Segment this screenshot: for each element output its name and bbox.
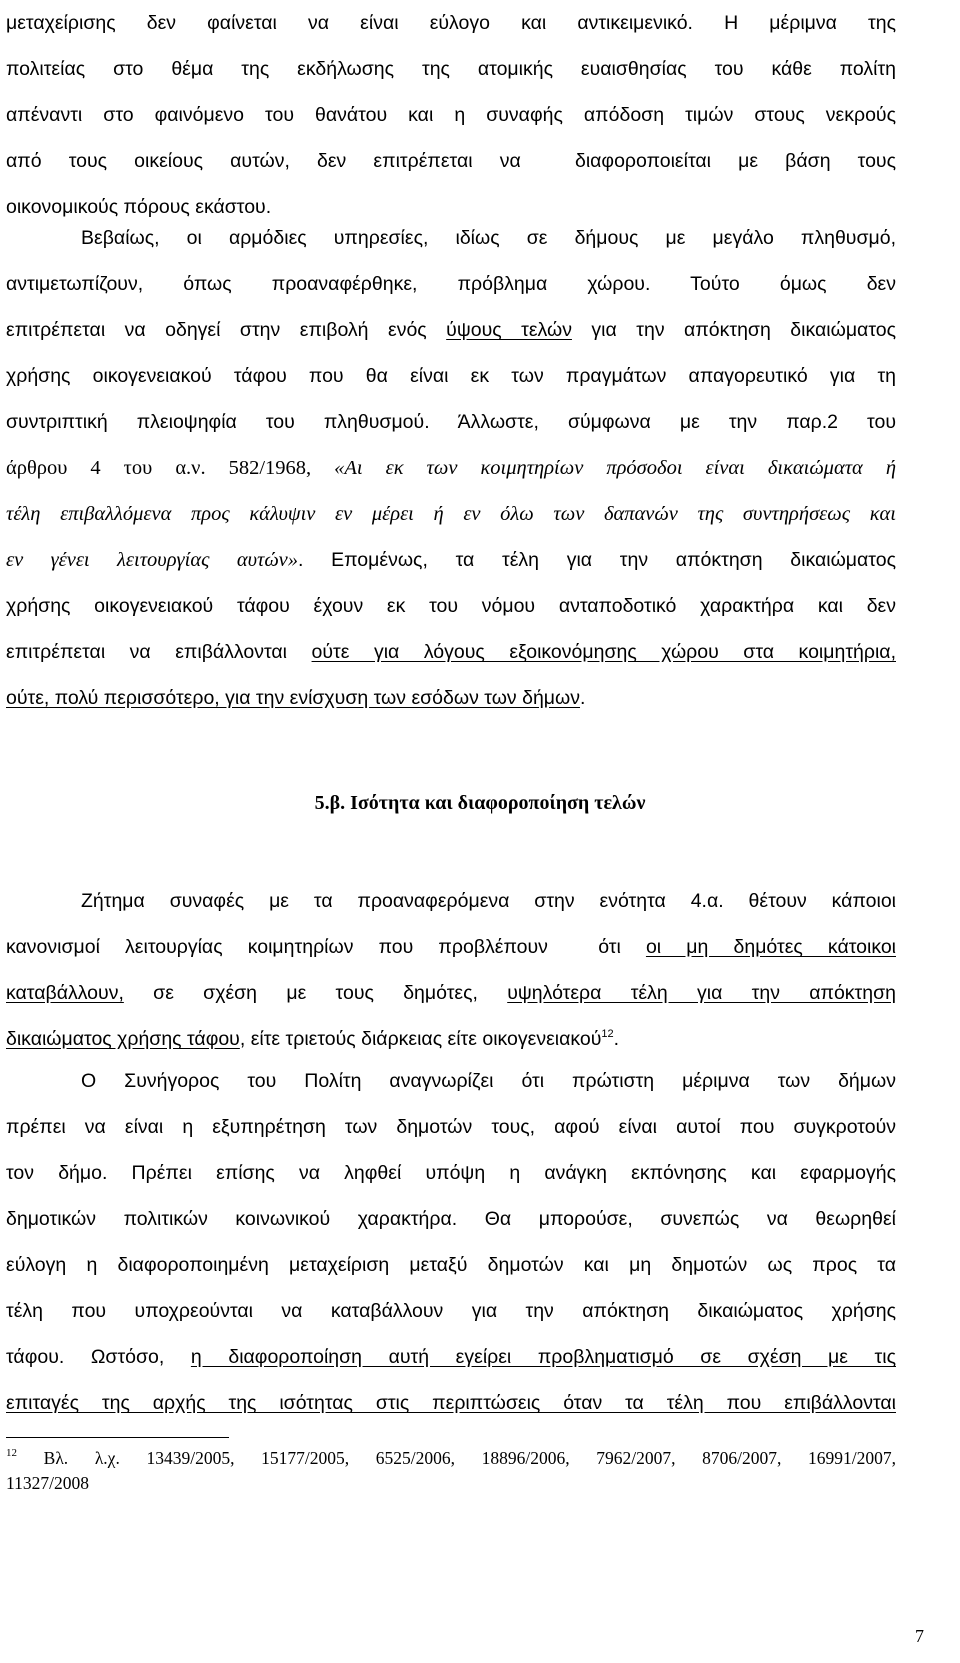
underlined-text: ύψους τελών xyxy=(446,319,572,341)
paragraph-3 xyxy=(6,878,896,1062)
text-line: από τους οικείους αυτών, δεν επιτρέπεται να διαφοροποιείται με βάση τους xyxy=(6,150,896,172)
underlined-text: η διαφοροποίηση αυτή εγείρει προβληματισμό σε σχέση με τις xyxy=(190,1346,896,1368)
text-line xyxy=(6,924,896,970)
text-run: . xyxy=(580,687,586,709)
text-run: επιτρέπεται να οδηγεί στην επιβολή ενός xyxy=(6,319,447,341)
underlined-text: δικαιώματος χρήσης τάφου xyxy=(6,1028,240,1050)
text-line xyxy=(6,1380,896,1426)
text-run: κανονισμοί λειτουργίας κοιμητηρίων που προβλέπουν ότι xyxy=(6,936,646,958)
footnote-line xyxy=(6,1446,896,1471)
text-line: Ο Συνήγορος του Πολίτη αναγνωρίζει ότι πρώτιστη μέριμνα των δήμων xyxy=(81,1070,896,1092)
text-line xyxy=(6,675,896,721)
text-line xyxy=(6,445,896,491)
text-line: τον δήμο. Πρέπει επίσης να ληφθεί υπόψη η ανάγκη εκπόνησης και εφαρμογής xyxy=(6,1162,896,1184)
text-line: Βεβαίως, οι αρμόδιες υπηρεσίες, ιδίως σε δήμους με μεγάλο πληθυσμό, xyxy=(81,227,896,249)
text-run: επιτρέπεται να επιβάλλονται xyxy=(6,641,312,663)
text-line xyxy=(6,307,896,353)
footnote-separator xyxy=(6,1437,229,1438)
underlined-text: επιταγές της αρχής της ισότητας στις περιπτώσεις όταν τα τέλη που επιβάλλονται xyxy=(6,1392,896,1414)
text-line: εύλογη η διαφοροποιημένη μεταχείριση μεταξύ δημοτών και μη δημοτών ως προς τα xyxy=(6,1254,896,1276)
section-heading: 5.β. Ισότητα και διαφοροποίηση τελών xyxy=(314,792,646,814)
paragraph-4 xyxy=(6,1058,896,1426)
text-line: δημοτικών πολιτικών κοινωνικού χαρακτήρα. Θα μπορούσε, συνεπώς να θεωρηθεί xyxy=(6,1208,896,1230)
paragraph-2 xyxy=(6,215,896,721)
footnote-reference[interactable]: 12 xyxy=(601,1028,614,1040)
text-line: συντριπτική πλειοψηφία του πληθυσμού. Άλλωστε, σύμφωνα με την παρ.2 του xyxy=(6,411,896,433)
text-run: τάφου. Ωστόσο, xyxy=(6,1346,191,1368)
text-line: πολιτείας στο θέμα της εκδήλωσης της ατομικής ευαισθησίας του κάθε πολίτη xyxy=(6,58,896,80)
text-line: χρήσης οικογενειακού τάφου που θα είναι εκ των πραγμάτων απαγορευτικό για τη xyxy=(6,365,896,387)
footnote xyxy=(6,1446,896,1496)
text-line xyxy=(6,1334,896,1380)
text-run: σε σχέση με τους δημότες, xyxy=(123,982,508,1004)
underlined-text: ούτε, πολύ περισσότερο, για την ενίσχυση των εσόδων των δήμων xyxy=(6,687,581,709)
underlined-text: οι μη δημότες κάτοικοι xyxy=(645,936,896,958)
text-line: μεταχείρισης δεν φαίνεται να είναι εύλογο και αντικειμενικό. Η μέριμνα της xyxy=(6,12,896,34)
footnote-number: 12 xyxy=(6,1447,17,1459)
text-line xyxy=(6,970,896,1016)
text-line: Ζήτημα συναφές με τα προαναφερόμενα στην ενότητα 4.α. θέτουν κάποιοι xyxy=(81,890,896,912)
text-line xyxy=(6,1016,896,1062)
quoted-law-text: «Αι εκ των κοιμητηρίων πρόσοδοι είναι δικαιώματα ή xyxy=(334,457,896,479)
paragraph-1 xyxy=(6,0,896,230)
quoted-law-text: εν γένει λειτουργίας αυτών» xyxy=(6,549,298,571)
text-run: για την απόκτηση δικαιώματος xyxy=(571,319,896,341)
text-run: . xyxy=(613,1028,620,1050)
text-line: τέλη που υποχρεούνται να καταβάλλουν για την απόκτηση δικαιώματος χρήσης xyxy=(6,1300,896,1322)
text-line xyxy=(6,537,896,583)
footnote-line: 11327/2008 xyxy=(6,1473,89,1493)
text-line: χρήσης οικογενειακού τάφου έχουν εκ του νόμου ανταποδοτικό χαρακτήρα και δεν xyxy=(6,595,896,617)
text-run: άρθρου 4 του α.ν. 582/1968, xyxy=(6,457,335,479)
text-line: αντιμετωπίζουν, όπως προαναφέρθηκε, πρόβλημα χώρου. Τούτο όμως δεν xyxy=(6,273,896,295)
text-line xyxy=(6,629,896,675)
page-number: 7 xyxy=(915,1626,924,1646)
text-line: απέναντι στο φαινόμενο του θανάτου και η συναφής απόδοση τιμών στους νεκρούς xyxy=(6,104,896,126)
text-line: οικονομικούς πόρους εκάστου. xyxy=(6,196,272,218)
underlined-text: υψηλότερα τέλη για την απόκτηση xyxy=(507,982,896,1004)
text-run: . Επομένως, τα τέλη για την απόκτηση δικαιώματος xyxy=(297,549,896,571)
text-line: τέλη επιβαλλόμενα προς κάλυψιν εν μέρει ή εν όλω των δαπανών της συντηρήσεως και xyxy=(6,503,896,525)
text-run: , είτε τριετούς διάρκειας είτε οικογενειακού xyxy=(239,1028,602,1050)
footnote-text: Βλ. λ.χ. 13439/2005, 15177/2005, 6525/2006, 18896/2006, 7962/2007, 8706/2007, 16991/2007, xyxy=(17,1448,896,1468)
underlined-text: καταβάλλουν, xyxy=(6,982,124,1004)
text-line: πρέπει να είναι η εξυπηρέτηση των δημοτών τους, αφού είναι αυτοί που συγκροτούν xyxy=(6,1116,896,1138)
underlined-text: ούτε για λόγους εξοικονόμησης χώρου στα κοιμητήρια, xyxy=(311,641,896,663)
